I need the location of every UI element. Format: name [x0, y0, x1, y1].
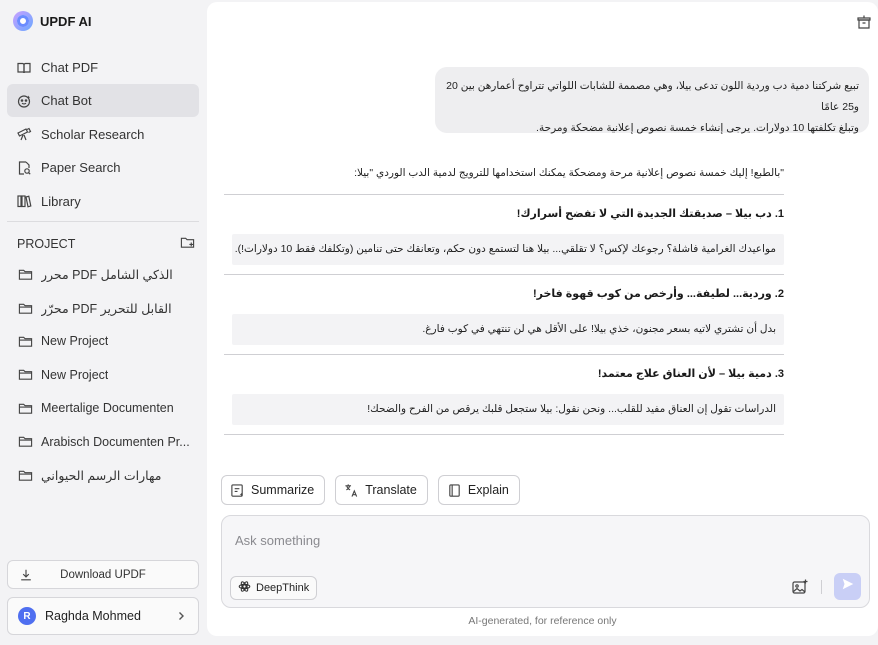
- nav-item-chat-bot[interactable]: [7, 84, 199, 117]
- main-nav: [7, 51, 199, 218]
- summarize-label: Summarize: [251, 483, 315, 497]
- book-icon: [447, 483, 462, 498]
- project-item-label: محرّر PDF القابل للتحرير: [41, 301, 172, 316]
- answer-heading: 1. دب بيلا – صديقتك الجديدة التي لا تفضح أسرارك!: [516, 208, 784, 220]
- send-button[interactable]: [834, 573, 861, 600]
- download-label: Download UPDF: [60, 568, 146, 581]
- quick-actions: [221, 475, 520, 505]
- deepthink-label: DeepThink: [256, 582, 310, 594]
- folder-icon: [17, 300, 33, 316]
- folder-icon: [17, 434, 33, 450]
- chat-input-box: [221, 515, 870, 608]
- folder-icon: [17, 333, 33, 349]
- brand-name: UPDF AI: [40, 13, 92, 29]
- bot-icon: [16, 93, 32, 109]
- sidebar-divider: [7, 221, 199, 222]
- ai-disclaimer: AI-generated, for reference only: [468, 615, 617, 627]
- toolbar-divider: [821, 580, 822, 594]
- archive-icon[interactable]: [856, 14, 872, 30]
- answer-heading: 2. وردية... لطيفة... وأرخص من كوب قهوة فاخر!: [532, 288, 784, 300]
- project-item[interactable]: [7, 258, 199, 291]
- project-item-label: New Project: [41, 334, 109, 349]
- folder-icon: [17, 267, 33, 283]
- telescope-icon: [16, 126, 32, 142]
- nav-label: Chat PDF: [41, 60, 99, 75]
- chat-panel: [207, 2, 878, 636]
- answer-quote: الدراسات تقول إن العناق مفيد للقلب... ونحن نقول: بيلا ستجعل قلبك يرقص من الفرح والضحك!: [232, 394, 784, 425]
- project-item-label: New Project: [41, 367, 109, 382]
- project-list: [7, 258, 199, 492]
- summarize-button[interactable]: [221, 475, 325, 505]
- project-header: [17, 235, 195, 253]
- avatar: R: [18, 607, 36, 625]
- nav-label: Scholar Research: [41, 126, 145, 142]
- user-message-bubble: [435, 67, 869, 133]
- project-item[interactable]: [7, 325, 199, 358]
- ask-input[interactable]: [235, 530, 795, 550]
- folder-icon: [17, 400, 33, 416]
- image-upload-icon[interactable]: [791, 578, 809, 596]
- explain-button[interactable]: [438, 475, 520, 505]
- project-item[interactable]: [7, 358, 199, 391]
- library-icon: [16, 193, 32, 209]
- doc-search-icon: [16, 160, 32, 176]
- scroll-fade: [207, 446, 878, 460]
- user-account-card[interactable]: [7, 597, 199, 635]
- nav-item-paper-search[interactable]: [7, 151, 199, 184]
- user-message-line: تبيع شركتنا دمية دب وردية اللون تدعى بيلا، وهي مصممة للشابات اللواتي تتراوح أعمارهن بين 20 و25 عامًا: [446, 80, 859, 113]
- nav-label: Chat Bot: [41, 93, 92, 109]
- project-item-label: محرر PDF الذكي الشامل: [41, 268, 173, 283]
- deepthink-icon: [238, 580, 251, 596]
- nav-label: Paper Search: [41, 160, 121, 176]
- translate-icon: [344, 483, 359, 498]
- download-icon: [18, 567, 34, 583]
- book-open-icon: [16, 60, 32, 76]
- explain-label: Explain: [467, 483, 509, 497]
- project-header-label: PROJECT: [17, 237, 76, 251]
- project-item-label: Arabisch Documenten Pr...: [41, 434, 190, 449]
- new-folder-icon[interactable]: [180, 235, 195, 253]
- answer-intro: "بالطبع! إليك خمسة نصوص إعلانية مرحة ومضحكة يمكنك استخدامها للترويج لدمية الدب الوردي "بيلا:: [354, 167, 784, 179]
- folder-icon: [17, 367, 33, 383]
- download-updf-button[interactable]: [7, 560, 199, 589]
- brand[interactable]: [13, 11, 92, 31]
- project-item[interactable]: [7, 458, 199, 491]
- folder-icon: [17, 467, 33, 483]
- project-item-label: Meertalige Documenten: [41, 401, 174, 416]
- deepthink-toggle[interactable]: [230, 576, 317, 600]
- project-item[interactable]: [7, 425, 199, 458]
- answer-divider: [224, 434, 784, 435]
- summarize-icon: [230, 483, 245, 498]
- translate-label: Translate: [365, 483, 417, 497]
- nav-item-chat-pdf[interactable]: [7, 51, 199, 84]
- sidebar: [0, 0, 206, 645]
- send-icon: [841, 577, 855, 596]
- updf-logo-icon: [13, 11, 33, 31]
- nav-item-scholar-research[interactable]: [7, 118, 199, 151]
- answer-heading: 3. دمية بيلا – لأن العناق علاج معتمد!: [597, 368, 784, 380]
- project-item[interactable]: [7, 291, 199, 324]
- user-message-line: وتبلغ تكلفتها 10 دولارات. يرجى إنشاء خمسة نصوص إعلانية مضحكة ومرحة.: [536, 122, 859, 134]
- user-name: Raghda Mohmed: [45, 609, 141, 623]
- chevron-right-icon: [176, 608, 186, 624]
- nav-item-library[interactable]: [7, 185, 199, 218]
- answer-quote: بدل أن تشتري لاتيه بسعر مجنون، خذي بيلا! على الأقل هي لن تنتهي في كوب فارغ.: [232, 314, 784, 345]
- project-item-label: مهارات الرسم الحيواني: [41, 468, 162, 483]
- nav-label: Library: [41, 193, 81, 209]
- ai-answer: [224, 160, 784, 435]
- answer-quote: مواعيدك الغرامية فاشلة؟ رجوعك لإكس؟ لا تقلقي... بيلا هنا لتستمع دون حكم، وتعانقك حتى تنامين (وتكلفك فقط 10 دولارات!).: [232, 234, 784, 265]
- translate-button[interactable]: [335, 475, 428, 505]
- project-item[interactable]: [7, 392, 199, 425]
